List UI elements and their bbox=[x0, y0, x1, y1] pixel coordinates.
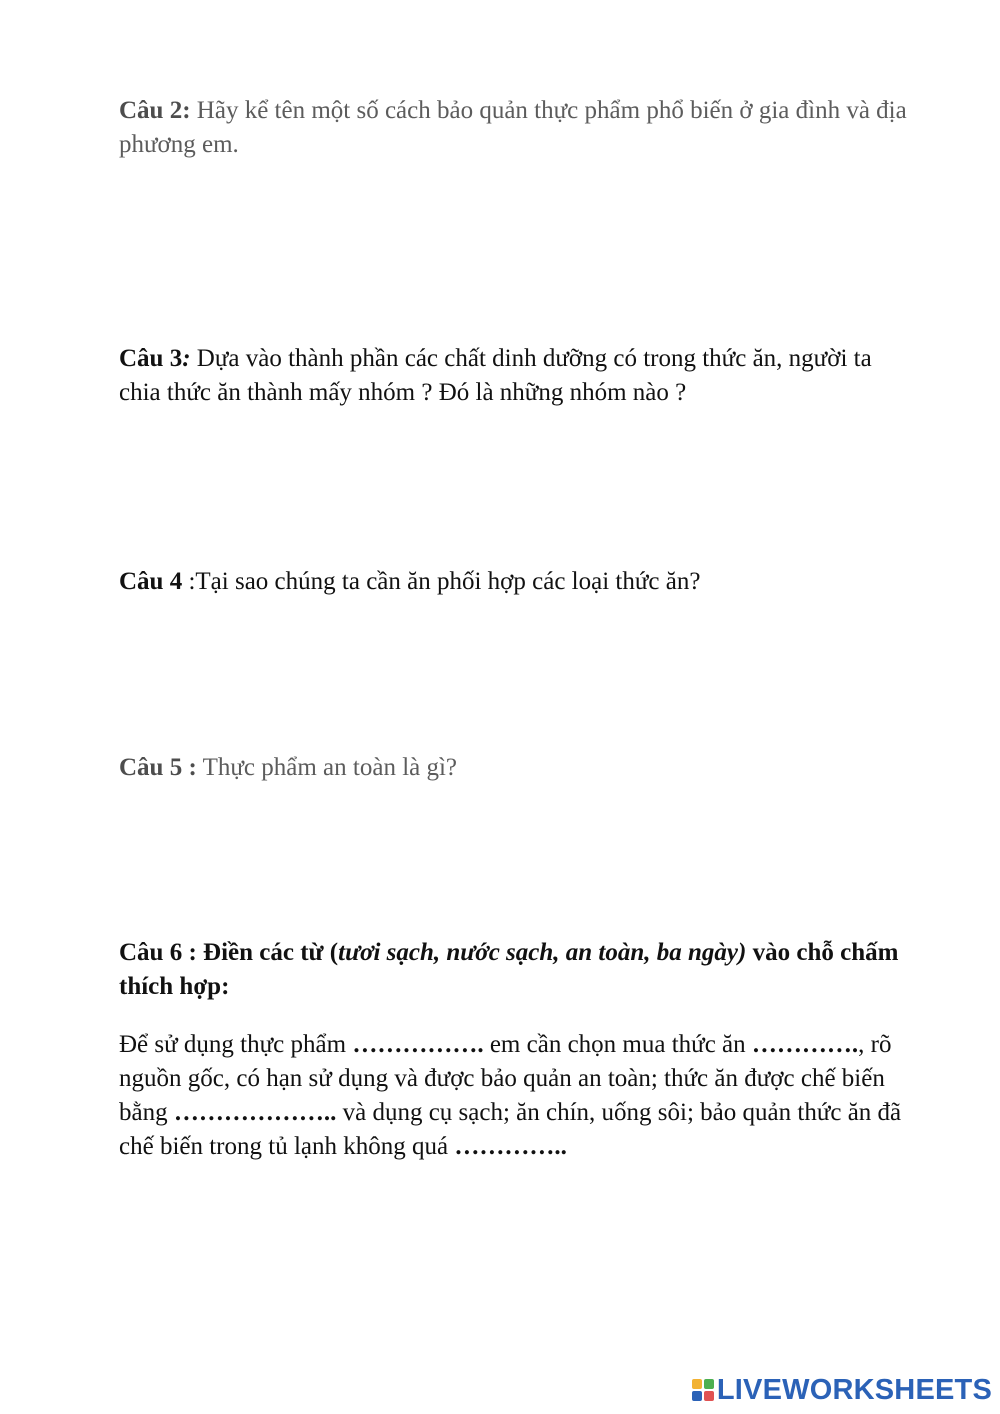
question-3-text: Dựa vào thành phần các chất dinh dưỡng có trong thức ăn, người ta chia thức ăn thành mấy nhóm ? Đó là những nhóm nào ? bbox=[119, 345, 872, 406]
blank-4[interactable]: ………….. bbox=[454, 1133, 567, 1160]
liveworksheets-logo-icon bbox=[692, 1379, 714, 1401]
question-5 bbox=[119, 751, 919, 785]
question-2-text: Hãy kể tên một số cách bảo quản thực phẩm phổ biến ở gia đình và địa phương em. bbox=[119, 97, 907, 158]
question-4 bbox=[119, 565, 919, 599]
question-3 bbox=[119, 342, 919, 410]
question-5-label: Câu 5 : bbox=[119, 754, 197, 781]
question-2-label: Câu 2: bbox=[119, 97, 191, 124]
liveworksheets-logo bbox=[692, 1373, 992, 1407]
question-6-label-part1: Câu 6 : Điền các từ ( bbox=[119, 939, 339, 966]
fill-text-4: và dụng cụ sạch; ăn chín, uống sôi; bảo quản thức ăn đã chế biến trong tủ lạnh không quá bbox=[119, 1099, 902, 1160]
question-6-label-part2: vào chỗ chấm thích hợp: bbox=[119, 939, 899, 1000]
question-4-label: Câu 4 bbox=[119, 568, 183, 595]
question-3-label-colon: : bbox=[182, 345, 191, 372]
fill-text-3: , rõ nguồn gốc, có hạn sử dụng và được bảo quản an toàn; thức ăn được chế biến bằng bbox=[119, 1031, 892, 1126]
fill-text-2: em cần chọn mua thức ăn bbox=[483, 1031, 752, 1058]
question-6-heading bbox=[119, 936, 919, 1004]
question-6-word-list: tươi sạch, nước sạch, an toàn, ba ngày) bbox=[338, 939, 747, 966]
question-6-paragraph bbox=[119, 1028, 919, 1164]
blank-1[interactable]: ……………. bbox=[352, 1031, 484, 1058]
question-5-text: Thực phẩm an toàn là gì? bbox=[196, 754, 458, 781]
blank-3[interactable]: ……………….. bbox=[173, 1099, 337, 1126]
fill-text-1: Để sử dụng thực phẩm bbox=[119, 1031, 353, 1058]
logo-text: LIVEWORKSHEETS bbox=[716, 1374, 992, 1406]
question-3-label: Câu 3 bbox=[119, 345, 183, 372]
blank-2[interactable]: …………. bbox=[751, 1031, 859, 1058]
question-4-text: :Tại sao chúng ta cần ăn phối hợp các loại thức ăn? bbox=[182, 568, 701, 595]
question-2 bbox=[119, 94, 919, 162]
